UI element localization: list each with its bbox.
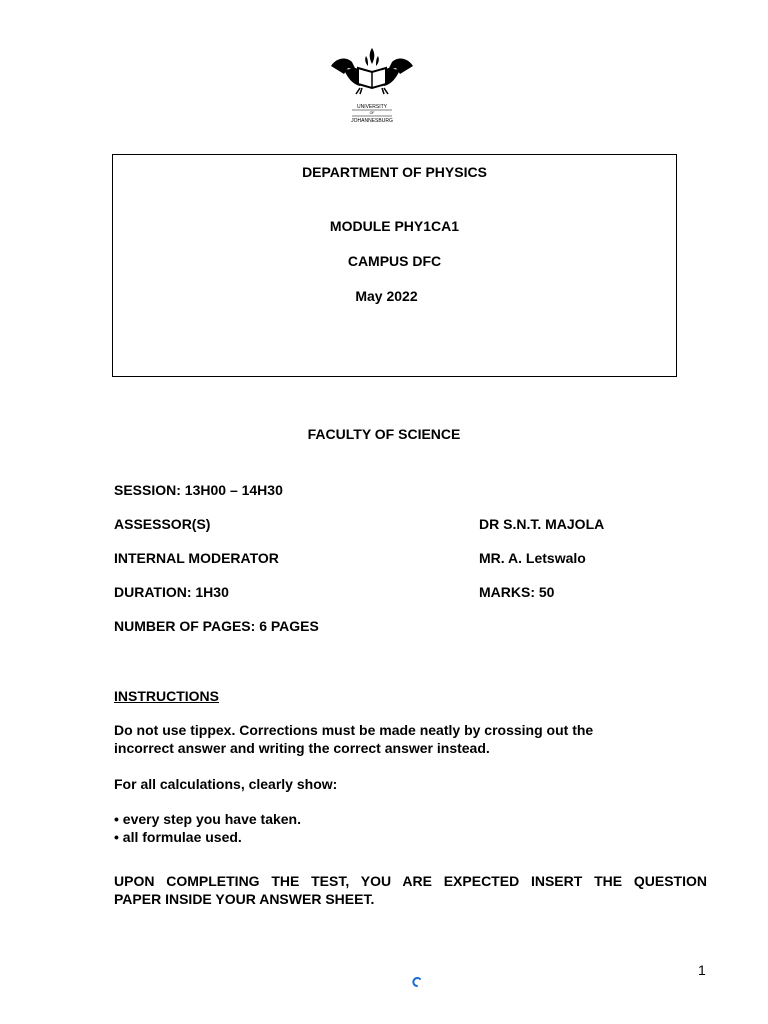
final-instruction: UPON COMPLETING THE TEST, YOU ARE EXPECTED INSERT THE QUESTION bbox=[114, 873, 707, 889]
moderator-label: INTERNAL MODERATOR bbox=[114, 550, 279, 566]
session-info: SESSION: 13H00 – 14H30 bbox=[114, 482, 283, 498]
department-title: DEPARTMENT OF PHYSICS bbox=[302, 164, 487, 180]
assessor-label: ASSESSOR(S) bbox=[114, 516, 211, 532]
assessor-value: DR S.N.T. MAJOLA bbox=[479, 516, 605, 532]
bullet-item: • every step you have taken. bbox=[114, 811, 301, 827]
loading-mark-icon bbox=[411, 975, 423, 987]
bullet-item: • all formulae used. bbox=[114, 829, 242, 845]
page-number: 1 bbox=[698, 962, 706, 978]
duration-info: DURATION: 1H30 bbox=[114, 584, 229, 600]
university-logo bbox=[326, 44, 418, 126]
instruction-text: incorrect answer and writing the correct answer instead. bbox=[114, 740, 490, 756]
faculty-title: FACULTY OF SCIENCE bbox=[307, 426, 461, 442]
final-instruction: PAPER INSIDE YOUR ANSWER SHEET. bbox=[114, 891, 375, 907]
page-count-info: NUMBER OF PAGES: 6 PAGES bbox=[114, 618, 319, 634]
exam-header-box bbox=[112, 154, 677, 377]
marks-info: MARKS: 50 bbox=[479, 584, 555, 600]
university-crest-icon bbox=[326, 44, 418, 126]
campus: CAMPUS DFC bbox=[347, 253, 442, 269]
exam-date: May 2022 bbox=[355, 288, 418, 304]
instruction-text: For all calculations, clearly show: bbox=[114, 776, 338, 792]
svg-text:OF: OF bbox=[369, 111, 375, 115]
svg-text:UNIVERSITY: UNIVERSITY bbox=[356, 104, 388, 110]
instructions-heading: INSTRUCTIONS bbox=[114, 688, 219, 704]
module-code: MODULE PHY1CA1 bbox=[329, 218, 460, 234]
moderator-value: MR. A. Letswalo bbox=[479, 550, 586, 566]
svg-text:JOHANNESBURG: JOHANNESBURG bbox=[351, 118, 393, 124]
instruction-text: Do not use tippex. Corrections must be made neatly by crossing out the bbox=[114, 722, 594, 738]
